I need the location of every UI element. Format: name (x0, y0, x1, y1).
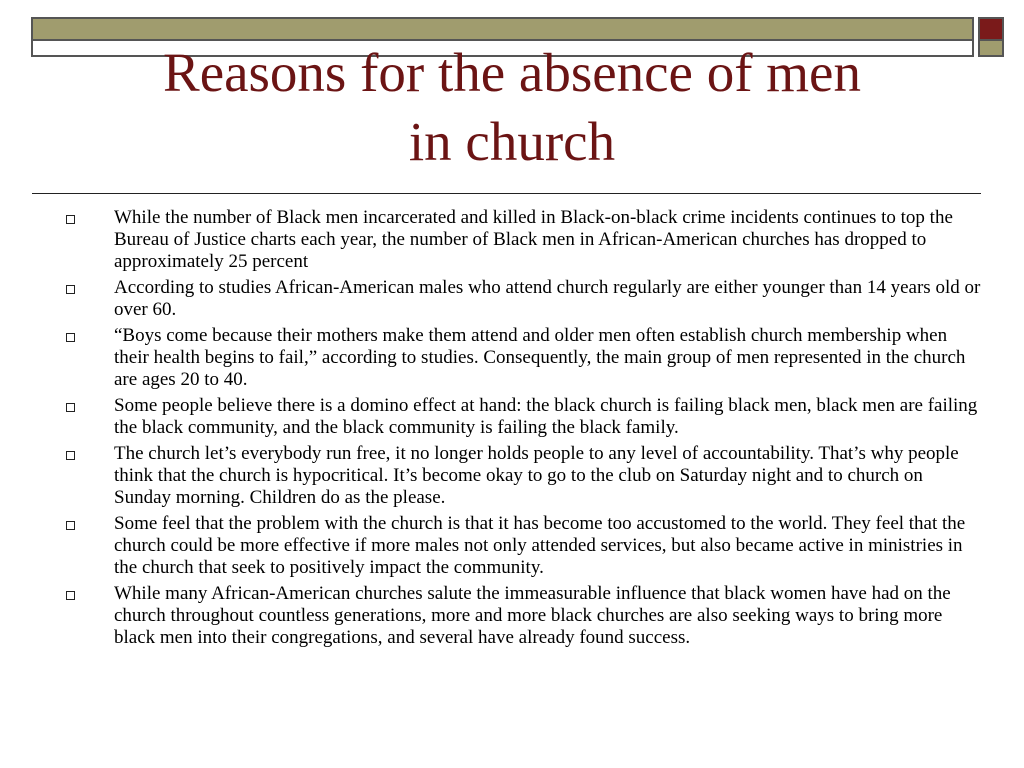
bullet-item (64, 513, 984, 579)
bullet-text: Some feel that the problem with the church is that it has become too accustomed to the world. They feel that the church could be more effective if more males not only attended services, but also became active in ministries in the church that seek to positively impact the community. (114, 513, 966, 578)
bullet-text: According to studies African-American males who attend church regularly are either younger than 14 years old or over 60. (114, 277, 981, 320)
hollow-square-bullet-icon (66, 333, 75, 342)
bullet-text: The church let’s everybody run free, it no longer holds people to any level of accountability. That’s why people think that the church is hypocritical. It’s become okay to go to the club on Saturday night and to church on Sunday morning. Children do as the please. (114, 443, 959, 508)
bullet-item (64, 207, 984, 273)
bullet-text: Some people believe there is a domino effect at hand: the black church is failing black men, black men are failing the black community, and the black community is failing the black family. (114, 395, 978, 438)
bullet-item (64, 583, 984, 649)
slide-title-line-2: in church (408, 111, 616, 172)
bullet-item (64, 325, 984, 391)
bullet-list (64, 207, 984, 653)
hollow-square-bullet-icon (66, 403, 75, 412)
hollow-square-bullet-icon (66, 521, 75, 530)
title-divider (32, 193, 981, 194)
hollow-square-bullet-icon (66, 451, 75, 460)
slide-title-line-1: Reasons for the absence of men (163, 42, 861, 103)
bullet-item (64, 395, 984, 439)
hollow-square-bullet-icon (66, 591, 75, 600)
hollow-square-bullet-icon (66, 285, 75, 294)
slide-title (30, 38, 994, 176)
bullet-text: While the number of Black men incarcerated and killed in Black-on-black crime incidents continues to top the Bureau of Justice charts each year, the number of Black men in African-American churches has dropped to approximately 25 percent (114, 207, 953, 272)
bullet-item (64, 277, 984, 321)
bullet-text: While many African-American churches salute the immeasurable influence that black women have had on the church throughout countless generations, more and more black churches are also seeking ways to bring more black men into their congregations, and several have already found success. (114, 583, 951, 648)
hollow-square-bullet-icon (66, 215, 75, 224)
bullet-item (64, 443, 984, 509)
bullet-text: “Boys come because their mothers make them attend and older men often establish church membership when their health begins to fail,” according to studies. Consequently, the main group of men represented in the church are ages 20 to 40. (114, 325, 966, 390)
